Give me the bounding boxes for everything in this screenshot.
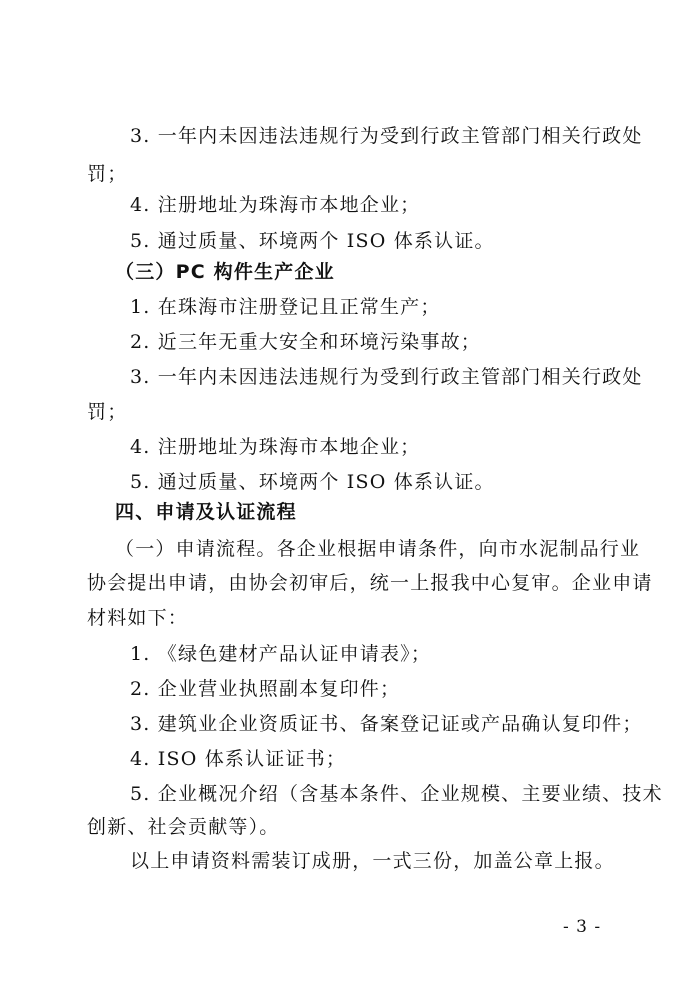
paragraph-line-4: 5. 通过质量、环境两个 ISO 体系认证。 <box>130 230 495 252</box>
paragraph-line-6: 1. 在珠海市注册登记且正常生产； <box>130 296 441 318</box>
paragraph-line-3: 4. 注册地址为珠海市本地企业； <box>130 194 421 216</box>
section-heading-application-process: 四、申请及认证流程 <box>115 501 297 523</box>
paragraph-line-18: 3. 建筑业企业资质证书、备案登记证或产品确认复印件； <box>130 713 643 735</box>
paragraph-line-14: 协会提出申请，由协会初审后，统一上报我中心复审。企业申请 <box>87 572 653 594</box>
paragraph-line-22: 以上申请资料需装订成册，一式三份，加盖公章上报。 <box>130 850 615 872</box>
section-heading-pc-components: （三）PC 构件生产企业 <box>115 261 335 283</box>
paragraph-line-15: 材料如下： <box>87 607 189 629</box>
paragraph-line-1: 3. 一年内未因违法违规行为受到行政主管部门相关行政处 <box>130 125 643 147</box>
paragraph-line-9: 罚； <box>87 401 128 423</box>
paragraph-line-13: （一）申请流程。各企业根据申请条件，向市水泥制品行业 <box>115 538 641 560</box>
paragraph-line-8: 3. 一年内未因违法违规行为受到行政主管部门相关行政处 <box>130 366 643 388</box>
paragraph-line-10: 4. 注册地址为珠海市本地企业； <box>130 436 421 458</box>
paragraph-line-2: 罚； <box>87 163 128 185</box>
paragraph-line-16: 1. 《绿色建材产品认证申请表》； <box>130 643 432 665</box>
paragraph-line-19: 4. ISO 体系认证证书； <box>130 748 347 770</box>
paragraph-line-21: 创新、社会贡献等）。 <box>87 816 280 838</box>
paragraph-line-17: 2. 企业营业执照副本复印件； <box>130 678 401 700</box>
paragraph-line-20: 5. 企业概况介绍（含基本条件、企业规模、主要业绩、技术 <box>130 783 663 805</box>
page-number: - 3 - <box>563 917 602 937</box>
paragraph-line-7: 2. 近三年无重大安全和环境污染事故； <box>130 331 481 353</box>
paragraph-line-11: 5. 通过质量、环境两个 ISO 体系认证。 <box>130 471 495 493</box>
